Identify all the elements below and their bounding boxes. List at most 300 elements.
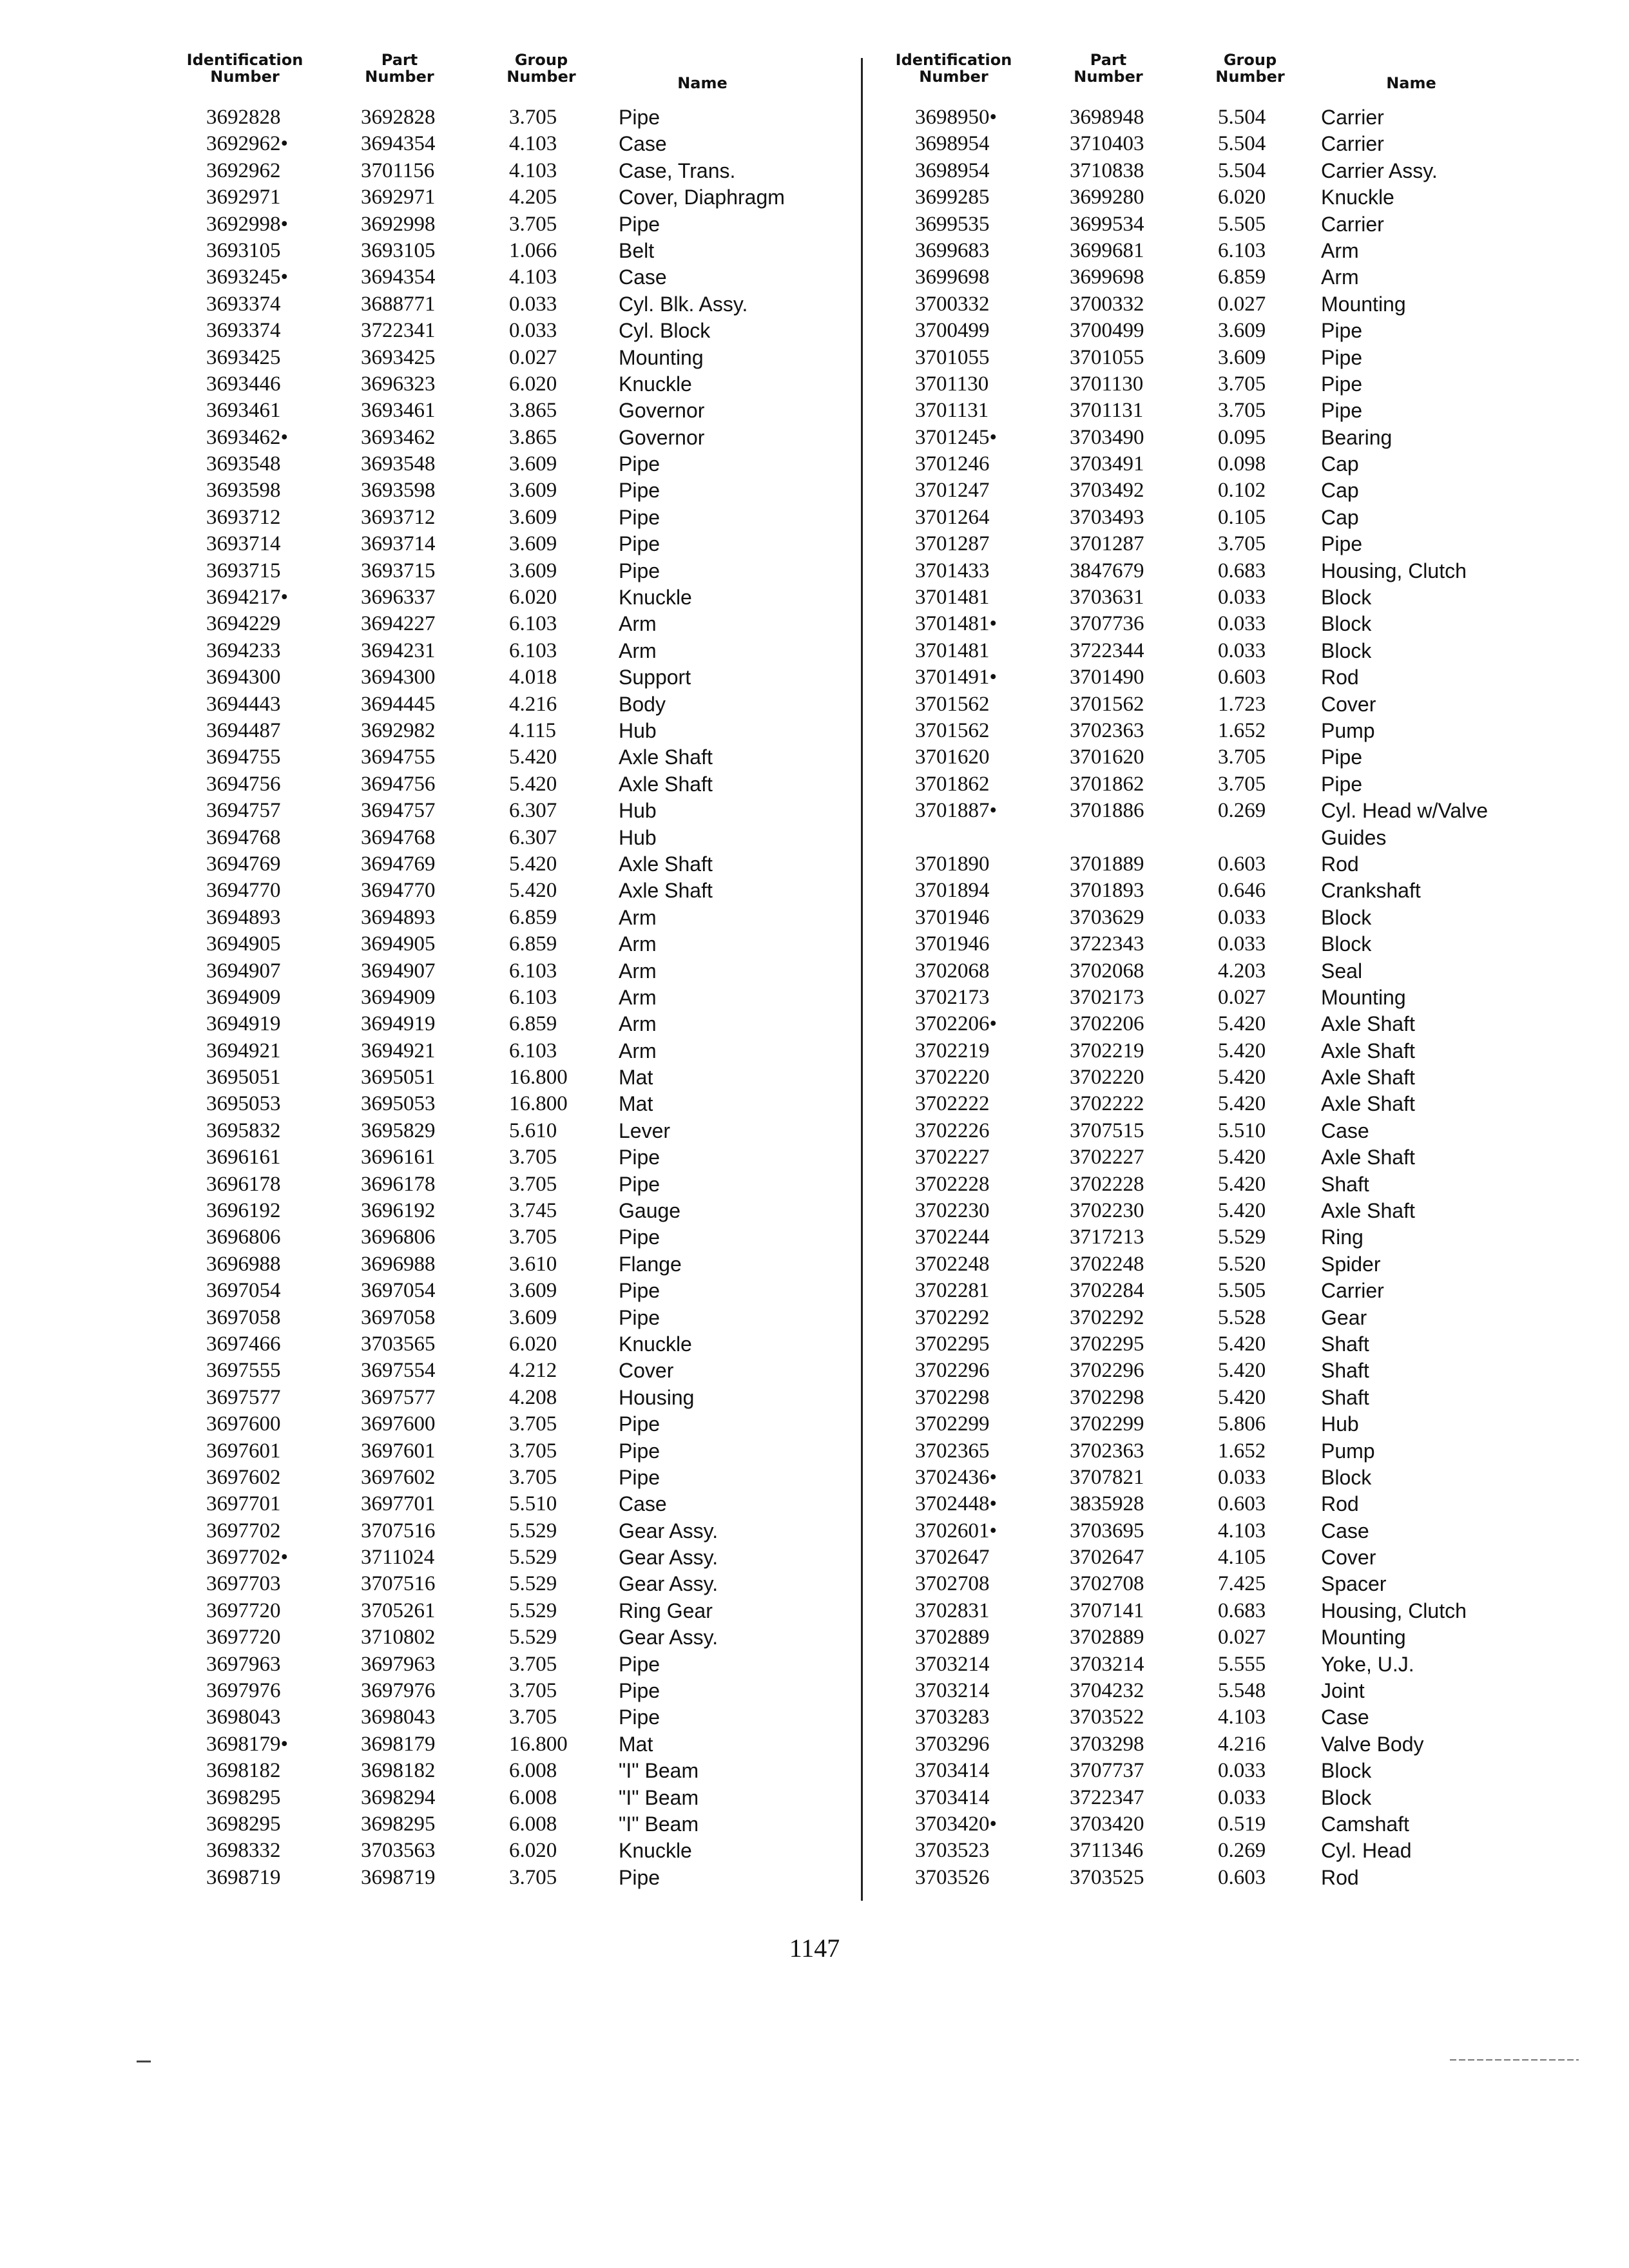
group-number: 0.033: [509, 292, 557, 316]
scan-mark: [1450, 2059, 1579, 2061]
part-name: Knuckle: [619, 586, 692, 610]
part-name: Pipe: [619, 1706, 660, 1729]
identification-number: 3697054: [206, 1279, 281, 1303]
part-number: 3701889: [1070, 852, 1144, 876]
identification-number: 3698719: [206, 1865, 281, 1889]
table-row: [168, 584, 838, 611]
identification-number: 3702227: [915, 1146, 990, 1169]
part-name: Carrier: [1321, 132, 1384, 156]
part-name: Axle Shaft: [619, 772, 713, 796]
part-name: Governor: [619, 425, 705, 449]
group-number: 5.529: [509, 1519, 557, 1542]
identification-number: 3694443: [206, 692, 281, 716]
table-row: [168, 771, 838, 798]
part-number: 3693715: [361, 559, 436, 582]
group-number: 0.095: [1218, 425, 1266, 449]
part-number: 3696161: [361, 1146, 436, 1169]
table-row: [168, 1838, 838, 1864]
part-name: Arm: [1321, 238, 1359, 262]
part-number: 3701620: [1070, 745, 1144, 769]
part-number: 3696337: [361, 586, 436, 610]
group-number: 5.505: [1218, 212, 1266, 236]
group-number: 5.420: [1218, 1332, 1266, 1356]
group-number: 6.020: [509, 372, 557, 396]
table-row: [876, 318, 1553, 344]
group-number: 5.806: [1218, 1412, 1266, 1436]
part-name: Pipe: [1321, 772, 1363, 796]
identification-number: 3693461: [206, 399, 281, 423]
right-table-body: [876, 104, 1553, 1891]
group-number: 5.420: [1218, 1385, 1266, 1409]
right-parts-table: [876, 52, 1553, 1891]
group-number: 0.033: [1218, 905, 1266, 929]
part-name: Crankshaft: [1321, 879, 1421, 903]
part-number: 3701862: [1070, 772, 1144, 796]
identification-number: 3698295: [206, 1785, 281, 1809]
identification-number: 3702220: [915, 1066, 990, 1090]
part-name: Case: [1321, 1519, 1369, 1542]
identification-number: 3702222: [915, 1092, 990, 1116]
table-row: [168, 1411, 838, 1437]
part-name: Arm: [619, 959, 657, 983]
identification-number: 3701887•: [915, 799, 998, 823]
part-number: 3695053: [361, 1092, 436, 1116]
group-number: 6.020: [1218, 186, 1266, 209]
group-number: 3.705: [509, 1706, 557, 1729]
part-name: Pipe: [619, 1439, 660, 1463]
table-row: [876, 477, 1553, 504]
part-number: 3702299: [1070, 1412, 1144, 1436]
group-number: 3.705: [509, 212, 557, 236]
table-row: [168, 744, 838, 771]
table-row: [876, 638, 1553, 664]
part-name: Spider: [1321, 1252, 1381, 1276]
part-name: Arm: [619, 985, 657, 1009]
group-number: 6.103: [509, 639, 557, 662]
table-row: [876, 905, 1553, 931]
table-row: [876, 744, 1553, 771]
table-row: [168, 958, 838, 985]
table-row: [876, 1305, 1553, 1331]
group-number: 0.027: [1218, 985, 1266, 1009]
part-name: Gauge: [619, 1199, 681, 1223]
group-number: 0.519: [1218, 1812, 1266, 1836]
part-name: Axle Shaft: [1321, 1012, 1415, 1036]
table-row: [168, 425, 838, 451]
group-number: 0.603: [1218, 852, 1266, 876]
table-row: [876, 1491, 1553, 1517]
identification-number: 3702647: [915, 1546, 990, 1570]
identification-number: 3694893: [206, 905, 281, 929]
part-name: Housing, Clutch: [1321, 1599, 1467, 1622]
table-row: [876, 1144, 1553, 1171]
identification-number: 3699535: [915, 212, 990, 236]
identification-number: 3693374: [206, 292, 281, 316]
table-row: [168, 318, 838, 344]
group-number: 5.505: [1218, 1279, 1266, 1303]
identification-number: 3700499: [915, 319, 990, 343]
part-number: 3694227: [361, 612, 436, 636]
part-name: Spacer: [1321, 1572, 1387, 1596]
table-row: [168, 718, 838, 744]
group-number: 6.008: [509, 1785, 557, 1809]
part-name: Pipe: [619, 1865, 660, 1889]
group-number: 0.033: [1218, 1465, 1266, 1489]
table-row: [168, 1144, 838, 1171]
part-number: 3693105: [361, 238, 436, 262]
table-row: [168, 1198, 838, 1224]
group-number: 0.027: [509, 345, 557, 369]
part-number: 3696192: [361, 1199, 436, 1223]
group-number: 6.859: [509, 905, 557, 929]
group-number: 6.859: [1218, 265, 1266, 289]
part-number: 3698719: [361, 1865, 436, 1889]
table-row: [876, 958, 1553, 985]
part-number-header: Part Number: [1074, 51, 1143, 86]
part-number: 3694905: [361, 932, 436, 956]
part-number: 3702248: [1070, 1252, 1144, 1276]
part-name: Pipe: [619, 559, 660, 582]
part-number: 3703298: [1070, 1732, 1144, 1756]
identification-number: 3699683: [915, 238, 990, 262]
part-number: 3702222: [1070, 1092, 1144, 1116]
group-number: 1.723: [1218, 692, 1266, 716]
group-number: 6.307: [509, 825, 557, 849]
part-number: 3700499: [1070, 319, 1144, 343]
table-row: [168, 1331, 838, 1358]
identification-number: 3698179•: [206, 1732, 289, 1756]
identification-number: 3697720: [206, 1599, 281, 1622]
group-number: 6.859: [509, 1012, 557, 1036]
group-number: 3.705: [509, 1146, 557, 1169]
table-row: [168, 184, 838, 211]
group-number: 5.420: [1218, 1359, 1266, 1383]
identification-number: 3701481: [915, 639, 990, 662]
part-number: 3692828: [361, 106, 436, 129]
identification-number: 3701481•: [915, 612, 998, 636]
part-number: 3702363: [1070, 1439, 1144, 1463]
part-name: Hub: [619, 799, 657, 823]
part-number: 3701130: [1070, 372, 1144, 396]
part-number: 3722347: [1070, 1785, 1144, 1809]
column-divider: [861, 58, 863, 1901]
part-name: Knuckle: [619, 1839, 692, 1863]
group-number: 4.203: [1218, 959, 1266, 983]
part-number: 3701055: [1070, 345, 1144, 369]
part-name: Pipe: [1321, 745, 1363, 769]
identification-number-header: Identification Number: [186, 51, 304, 86]
table-row: [876, 798, 1553, 824]
part-name: Ring Gear: [619, 1599, 713, 1622]
identification-number: 3701130: [915, 372, 989, 396]
group-number: 5.420: [1218, 1199, 1266, 1223]
part-number: 3688771: [361, 292, 436, 316]
identification-number: 3701247: [915, 479, 990, 503]
table-row: [168, 1171, 838, 1198]
part-number: 3711346: [1070, 1839, 1144, 1863]
identification-number: 3698954: [915, 132, 990, 156]
identification-number: 3693245•: [206, 265, 289, 289]
part-number: 3703563: [361, 1839, 436, 1863]
group-number: 5.420: [509, 879, 557, 903]
group-number: 1.066: [509, 238, 557, 262]
part-name: Rod: [1321, 852, 1359, 876]
identification-number: 3692998•: [206, 212, 289, 236]
part-number: 3717213: [1070, 1225, 1144, 1249]
group-number: 3.609: [509, 532, 557, 556]
identification-number: 3697976: [206, 1679, 281, 1703]
group-number: 5.420: [509, 852, 557, 876]
table-row: [876, 1651, 1553, 1678]
part-number: 3694770: [361, 879, 436, 903]
group-number: 3.609: [509, 479, 557, 503]
part-name: Rod: [1321, 1865, 1359, 1889]
part-name: Lever: [619, 1119, 671, 1142]
part-number: 3703522: [1070, 1706, 1144, 1729]
identification-number: 3693712: [206, 505, 281, 529]
part-number: 3697602: [361, 1465, 436, 1489]
table-row: [876, 1358, 1553, 1384]
identification-number: 3694229: [206, 612, 281, 636]
part-number: 3702708: [1070, 1572, 1144, 1596]
identification-number: 3701131: [915, 399, 989, 423]
identification-number: 3702298: [915, 1385, 990, 1409]
part-number: 3705261: [361, 1599, 436, 1622]
group-number: 5.548: [1218, 1679, 1266, 1703]
group-number: 4.105: [1218, 1546, 1266, 1570]
identification-number: 3697466: [206, 1332, 281, 1356]
table-row: [168, 1091, 838, 1117]
group-number: 3.609: [509, 452, 557, 476]
part-number: 3707516: [361, 1572, 436, 1596]
part-number: 3694909: [361, 985, 436, 1009]
part-name: Cap: [1321, 505, 1359, 529]
group-number: 3.610: [509, 1252, 557, 1276]
part-number: 3696323: [361, 372, 436, 396]
identification-number: 3697702: [206, 1519, 281, 1542]
group-number: 0.603: [1218, 1492, 1266, 1516]
identification-number: 3694919: [206, 1012, 281, 1036]
identification-number: 3701287: [915, 532, 990, 556]
part-name: Arm: [619, 932, 657, 956]
group-number: 5.529: [509, 1546, 557, 1570]
identification-number: 3702601•: [915, 1519, 998, 1542]
group-number: 0.033: [1218, 1759, 1266, 1783]
part-name: Carrier: [1321, 1279, 1384, 1303]
identification-number: 3697577: [206, 1385, 281, 1409]
part-number: 3694755: [361, 745, 436, 769]
part-number: 3701562: [1070, 692, 1144, 716]
identification-number: 3702448•: [915, 1492, 998, 1516]
identification-number: 3697703: [206, 1572, 281, 1596]
table-row: [168, 477, 838, 504]
table-row: [168, 1224, 838, 1251]
group-number: 5.529: [509, 1599, 557, 1622]
part-name: Cover, Diaphragm: [619, 186, 785, 209]
part-name: Pipe: [619, 106, 660, 129]
group-number: 3.609: [1218, 345, 1266, 369]
part-name: Axle Shaft: [619, 852, 713, 876]
table-row: [876, 1171, 1553, 1198]
part-number: 3698294: [361, 1785, 436, 1809]
group-number: 3.705: [509, 1412, 557, 1436]
table-row: [168, 371, 838, 398]
identification-number: 3702244: [915, 1225, 990, 1249]
table-row: [876, 825, 1553, 851]
group-number: 0.269: [1218, 799, 1266, 823]
part-name: Rod: [1321, 666, 1359, 689]
table-row: [876, 1224, 1553, 1251]
part-number: 3694300: [361, 666, 436, 689]
part-name: Flange: [619, 1252, 682, 1276]
part-name: Valve Body: [1321, 1732, 1424, 1756]
part-number: 3694769: [361, 852, 436, 876]
part-number: 3702220: [1070, 1066, 1144, 1090]
table-row: [168, 931, 838, 957]
group-number: 4.216: [1218, 1732, 1266, 1756]
part-number: 3702363: [1070, 718, 1144, 742]
table-row: [876, 131, 1553, 157]
table-row: [168, 985, 838, 1011]
part-number: 3694893: [361, 905, 436, 929]
part-number: 3696988: [361, 1252, 436, 1276]
part-name: Pipe: [619, 452, 660, 476]
table-row: [876, 718, 1553, 744]
identification-number: 3698295: [206, 1812, 281, 1836]
part-name: Governor: [619, 399, 705, 423]
part-name: Housing, Clutch: [1321, 559, 1467, 582]
part-number: 3692971: [361, 186, 436, 209]
group-number: 3.705: [509, 1439, 557, 1463]
part-number: 3695829: [361, 1119, 436, 1142]
part-number-header: Part Number: [365, 51, 434, 86]
table-row: [168, 1118, 838, 1144]
identification-number: 3697702•: [206, 1546, 289, 1570]
part-name: Block: [1321, 1785, 1372, 1809]
table-row: [876, 1091, 1553, 1117]
identification-number: 3701562: [915, 692, 990, 716]
part-name: Axle Shaft: [619, 745, 713, 769]
group-number: 0.033: [509, 319, 557, 343]
group-number: 4.208: [509, 1385, 557, 1409]
group-number: 3.609: [509, 505, 557, 529]
part-name: Block: [1321, 905, 1372, 929]
table-row: [876, 158, 1553, 184]
table-row: [876, 1865, 1553, 1891]
identification-number: 3693105: [206, 238, 281, 262]
group-number: 6.008: [509, 1812, 557, 1836]
table-row: [876, 371, 1553, 398]
part-name: Cyl. Head: [1321, 1839, 1412, 1863]
group-number: 6.307: [509, 799, 557, 823]
part-number: 3694907: [361, 959, 436, 983]
table-row: [168, 505, 838, 531]
group-number: 5.528: [1218, 1305, 1266, 1329]
part-name: Pipe: [619, 1652, 660, 1676]
table-row: [876, 1251, 1553, 1278]
part-number: 3693425: [361, 345, 436, 369]
group-number: 0.033: [1218, 612, 1266, 636]
identification-number: 3695051: [206, 1066, 281, 1090]
group-number: 3.705: [509, 106, 557, 129]
part-number: 3847679: [1070, 559, 1144, 582]
identification-number: 3698332: [206, 1839, 281, 1863]
part-name: Axle Shaft: [1321, 1066, 1415, 1090]
part-number: 3693598: [361, 479, 436, 503]
table-row: [876, 1411, 1553, 1437]
table-row: [168, 264, 838, 291]
identification-number: 3696192: [206, 1199, 281, 1223]
group-number: 6.020: [509, 586, 557, 610]
identification-number: 3695832: [206, 1119, 281, 1142]
part-name: Seal: [1321, 959, 1363, 983]
part-name: Camshaft: [1321, 1812, 1409, 1836]
group-number: 0.646: [1218, 879, 1266, 903]
part-number: 3692982: [361, 718, 436, 742]
part-number: 3694231: [361, 639, 436, 662]
table-row: [168, 1785, 838, 1811]
part-name: Carrier: [1321, 212, 1384, 236]
identification-number: 3701264: [915, 505, 990, 529]
group-number: 7.425: [1218, 1572, 1266, 1596]
part-number: 3702647: [1070, 1546, 1144, 1570]
table-row: [168, 158, 838, 184]
part-number: 3707516: [361, 1519, 436, 1542]
table-row: [876, 1731, 1553, 1758]
part-name: Mounting: [1321, 1626, 1406, 1649]
table-row: [876, 1198, 1553, 1224]
part-name: Pipe: [1321, 319, 1363, 343]
identification-number: 3703214: [915, 1652, 990, 1676]
table-row: [876, 1785, 1553, 1811]
identification-number: 3702226: [915, 1119, 990, 1142]
identification-number: 3693714: [206, 532, 281, 556]
part-number: 3697054: [361, 1279, 436, 1303]
part-name: Pipe: [619, 1172, 660, 1196]
scan-mark: [137, 2061, 151, 2062]
identification-number: 3702281: [915, 1279, 990, 1303]
part-name: Block: [1321, 932, 1372, 956]
identification-number: 3701894: [915, 879, 990, 903]
part-number: 3695051: [361, 1066, 436, 1090]
part-name: Knuckle: [619, 1332, 692, 1356]
part-name: Pipe: [619, 212, 660, 236]
part-name: Cover: [619, 1359, 674, 1383]
group-number: 3.609: [509, 1305, 557, 1329]
part-name: Carrier: [1321, 106, 1384, 129]
part-name: Case, Trans.: [619, 159, 736, 182]
table-row: [876, 1624, 1553, 1651]
identification-number: 3693374: [206, 319, 281, 343]
table-row: [168, 1064, 838, 1091]
part-number: 3701131: [1070, 399, 1144, 423]
table-row: [168, 878, 838, 904]
part-name: Block: [1321, 639, 1372, 662]
part-name: "I" Beam: [619, 1759, 699, 1783]
group-number: 3.609: [1218, 319, 1266, 343]
part-name: Bearing: [1321, 425, 1393, 449]
part-name: Pipe: [1321, 345, 1363, 369]
table-row: [876, 1465, 1553, 1491]
group-number: 4.212: [509, 1359, 557, 1383]
group-number: 0.683: [1218, 559, 1266, 582]
part-name: Guides: [1321, 825, 1387, 849]
table-row: [876, 1544, 1553, 1571]
group-number: 5.420: [1218, 1012, 1266, 1036]
identification-number: 3692828: [206, 106, 281, 129]
part-name: Case: [619, 1492, 667, 1516]
group-number: 6.020: [509, 1839, 557, 1863]
